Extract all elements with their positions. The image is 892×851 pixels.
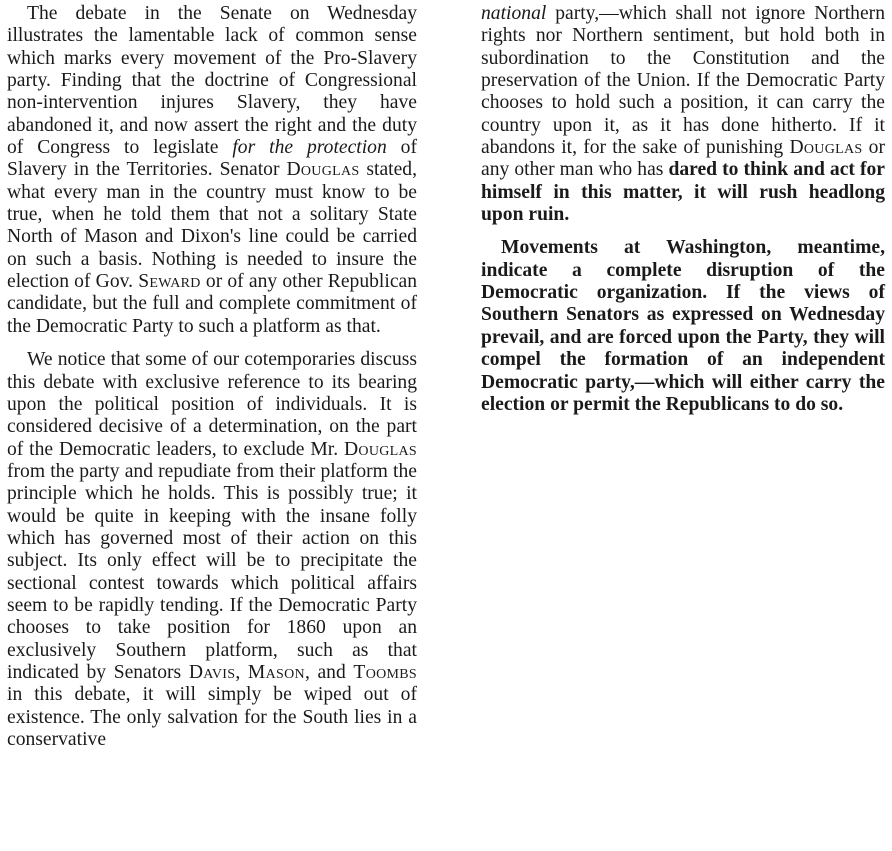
text-run: stated, what every man in the country must know to be true, when he told them that not a solitary State North of Mason and Dixon's line could be carried on such a basis. Nothing is needed to insure the election of Gov. bbox=[7, 159, 418, 293]
name-davis: Davis bbox=[188, 661, 236, 683]
name-douglas: Douglas bbox=[789, 137, 863, 159]
italic-phrase: for the protection bbox=[232, 137, 387, 159]
name-douglas: Douglas bbox=[343, 438, 417, 460]
text-run: , and bbox=[304, 661, 354, 683]
text-run: party,—which shall not ignore Northern rights nor Northern sentiment, but hold both in subordination to the Constitution and the preservation of the Union. If the Democratic Party chooses to hold such a position, it can carry the country upon it, as it has done hitherto. If it abandons it, for the sake of punishing bbox=[481, 3, 885, 159]
text-run: or of any other Republican candidate, but the full and complete commitment of the Democratic Party to such a platform as that. bbox=[7, 271, 418, 337]
text-run: , bbox=[235, 661, 248, 683]
paragraph-cotemporaries bbox=[7, 349, 417, 751]
name-toombs: Toombs bbox=[353, 661, 417, 683]
text-run: The debate in the Senate on Wednesday illustrates the lamentable lack of common sense which marks every movement of the Pro-Slavery party. Finding that the doctrine of Congressional non-intervention injures Slavery, they have abandoned it, and now assert the right and the duty of Congress to legislate bbox=[7, 3, 417, 159]
right-column bbox=[481, 3, 885, 427]
text-run: in this debate, it will simply be wiped out of existence. The only salvation for the South lies in a conservative bbox=[7, 684, 417, 750]
left-column bbox=[7, 3, 417, 762]
text-run: of Slavery in the Territories. Senator bbox=[7, 137, 417, 181]
paragraph-senate-debate bbox=[7, 3, 417, 338]
paragraph-washington-movements: Movements at Washington, meantime, indicate a complete disruption of the Democratic organization. If the views of Southern Senators as expressed on Wednesday prevail, and are forced upon the Party, they will compel the formation of an independent Democratic party,—which will either carry the election or permit the Republicans to do so. bbox=[481, 237, 885, 415]
name-douglas: Douglas bbox=[286, 159, 360, 181]
italic-phrase: national bbox=[481, 3, 547, 24]
text-run: from the party and repudiate from their platform the principle which he holds. This is possibly true; it would be quite in keeping with the insane folly which has governed most of their action on this subject. Its only effect will be to precipitate the sectional contest towards which political affairs seem to be rapidly tending. If the Democratic Party chooses to take position for 1860 upon an exclusively Southern platform, such as that indicated by Senators bbox=[7, 460, 417, 683]
paragraph-continuation bbox=[481, 3, 885, 226]
text-run: We notice that some of our cotemporaries discuss this debate with exclusive reference to its bearing upon the political position of individuals. It is considered decisive of a determination, on the part of the Democratic leaders, to exclude Mr. bbox=[7, 349, 417, 460]
bold-run: dared to think and act for himself in this matter, it will rush headlong upon ruin. bbox=[481, 159, 885, 226]
name-seward: Seward bbox=[138, 271, 201, 293]
text-run: or any other man who has bbox=[481, 137, 885, 181]
name-mason: Mason bbox=[247, 661, 305, 683]
